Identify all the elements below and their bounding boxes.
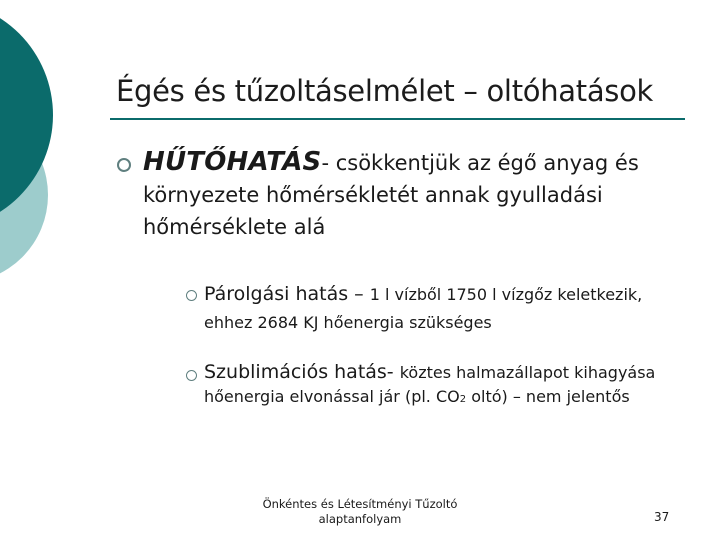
bullet-ring-icon — [117, 158, 131, 172]
bullet-ring-icon — [186, 290, 197, 301]
decorative-teal-circles — [0, 0, 80, 300]
footer-line-2: alaptanfolyam — [318, 512, 402, 526]
bullet-3-body-after: oltó) – nem jelentős — [466, 387, 630, 406]
bullet-3-text — [204, 360, 694, 412]
footer-line-1: Önkéntes és Létesítményi Tűzoltó — [262, 497, 458, 511]
bullet-2-lead: Párolgási hatás – — [204, 283, 370, 305]
page-number: 37 — [654, 510, 670, 524]
bullet-2-text — [204, 280, 694, 337]
bullet-2-body: 1 l vízből 1750 l vízgőz keletkezik, ehhez 2684 KJ hőenergia szükséges — [204, 285, 643, 332]
footer-text — [240, 497, 480, 527]
bullet-1-text — [143, 146, 703, 243]
bullet-3-lead: Szublimációs hatás- — [204, 361, 400, 383]
slide-title: Égés és tűzoltáselmélet – oltóhatások — [116, 74, 654, 108]
bullet-ring-icon — [186, 370, 197, 381]
keyword-hutohatas: HŰTŐHATÁS — [143, 147, 322, 177]
bullet-3-body-before: köztes halmazállapot kihagyása hőenergia elvonással jár (pl. CO — [204, 363, 656, 406]
bullet-1-rest: - csökkentjük az égő anyag és környezete hőmérsékletét annak gyulladási hőmérséklete alá — [143, 151, 639, 239]
co2-subscript: 2 — [459, 394, 467, 405]
title-divider — [110, 118, 685, 120]
